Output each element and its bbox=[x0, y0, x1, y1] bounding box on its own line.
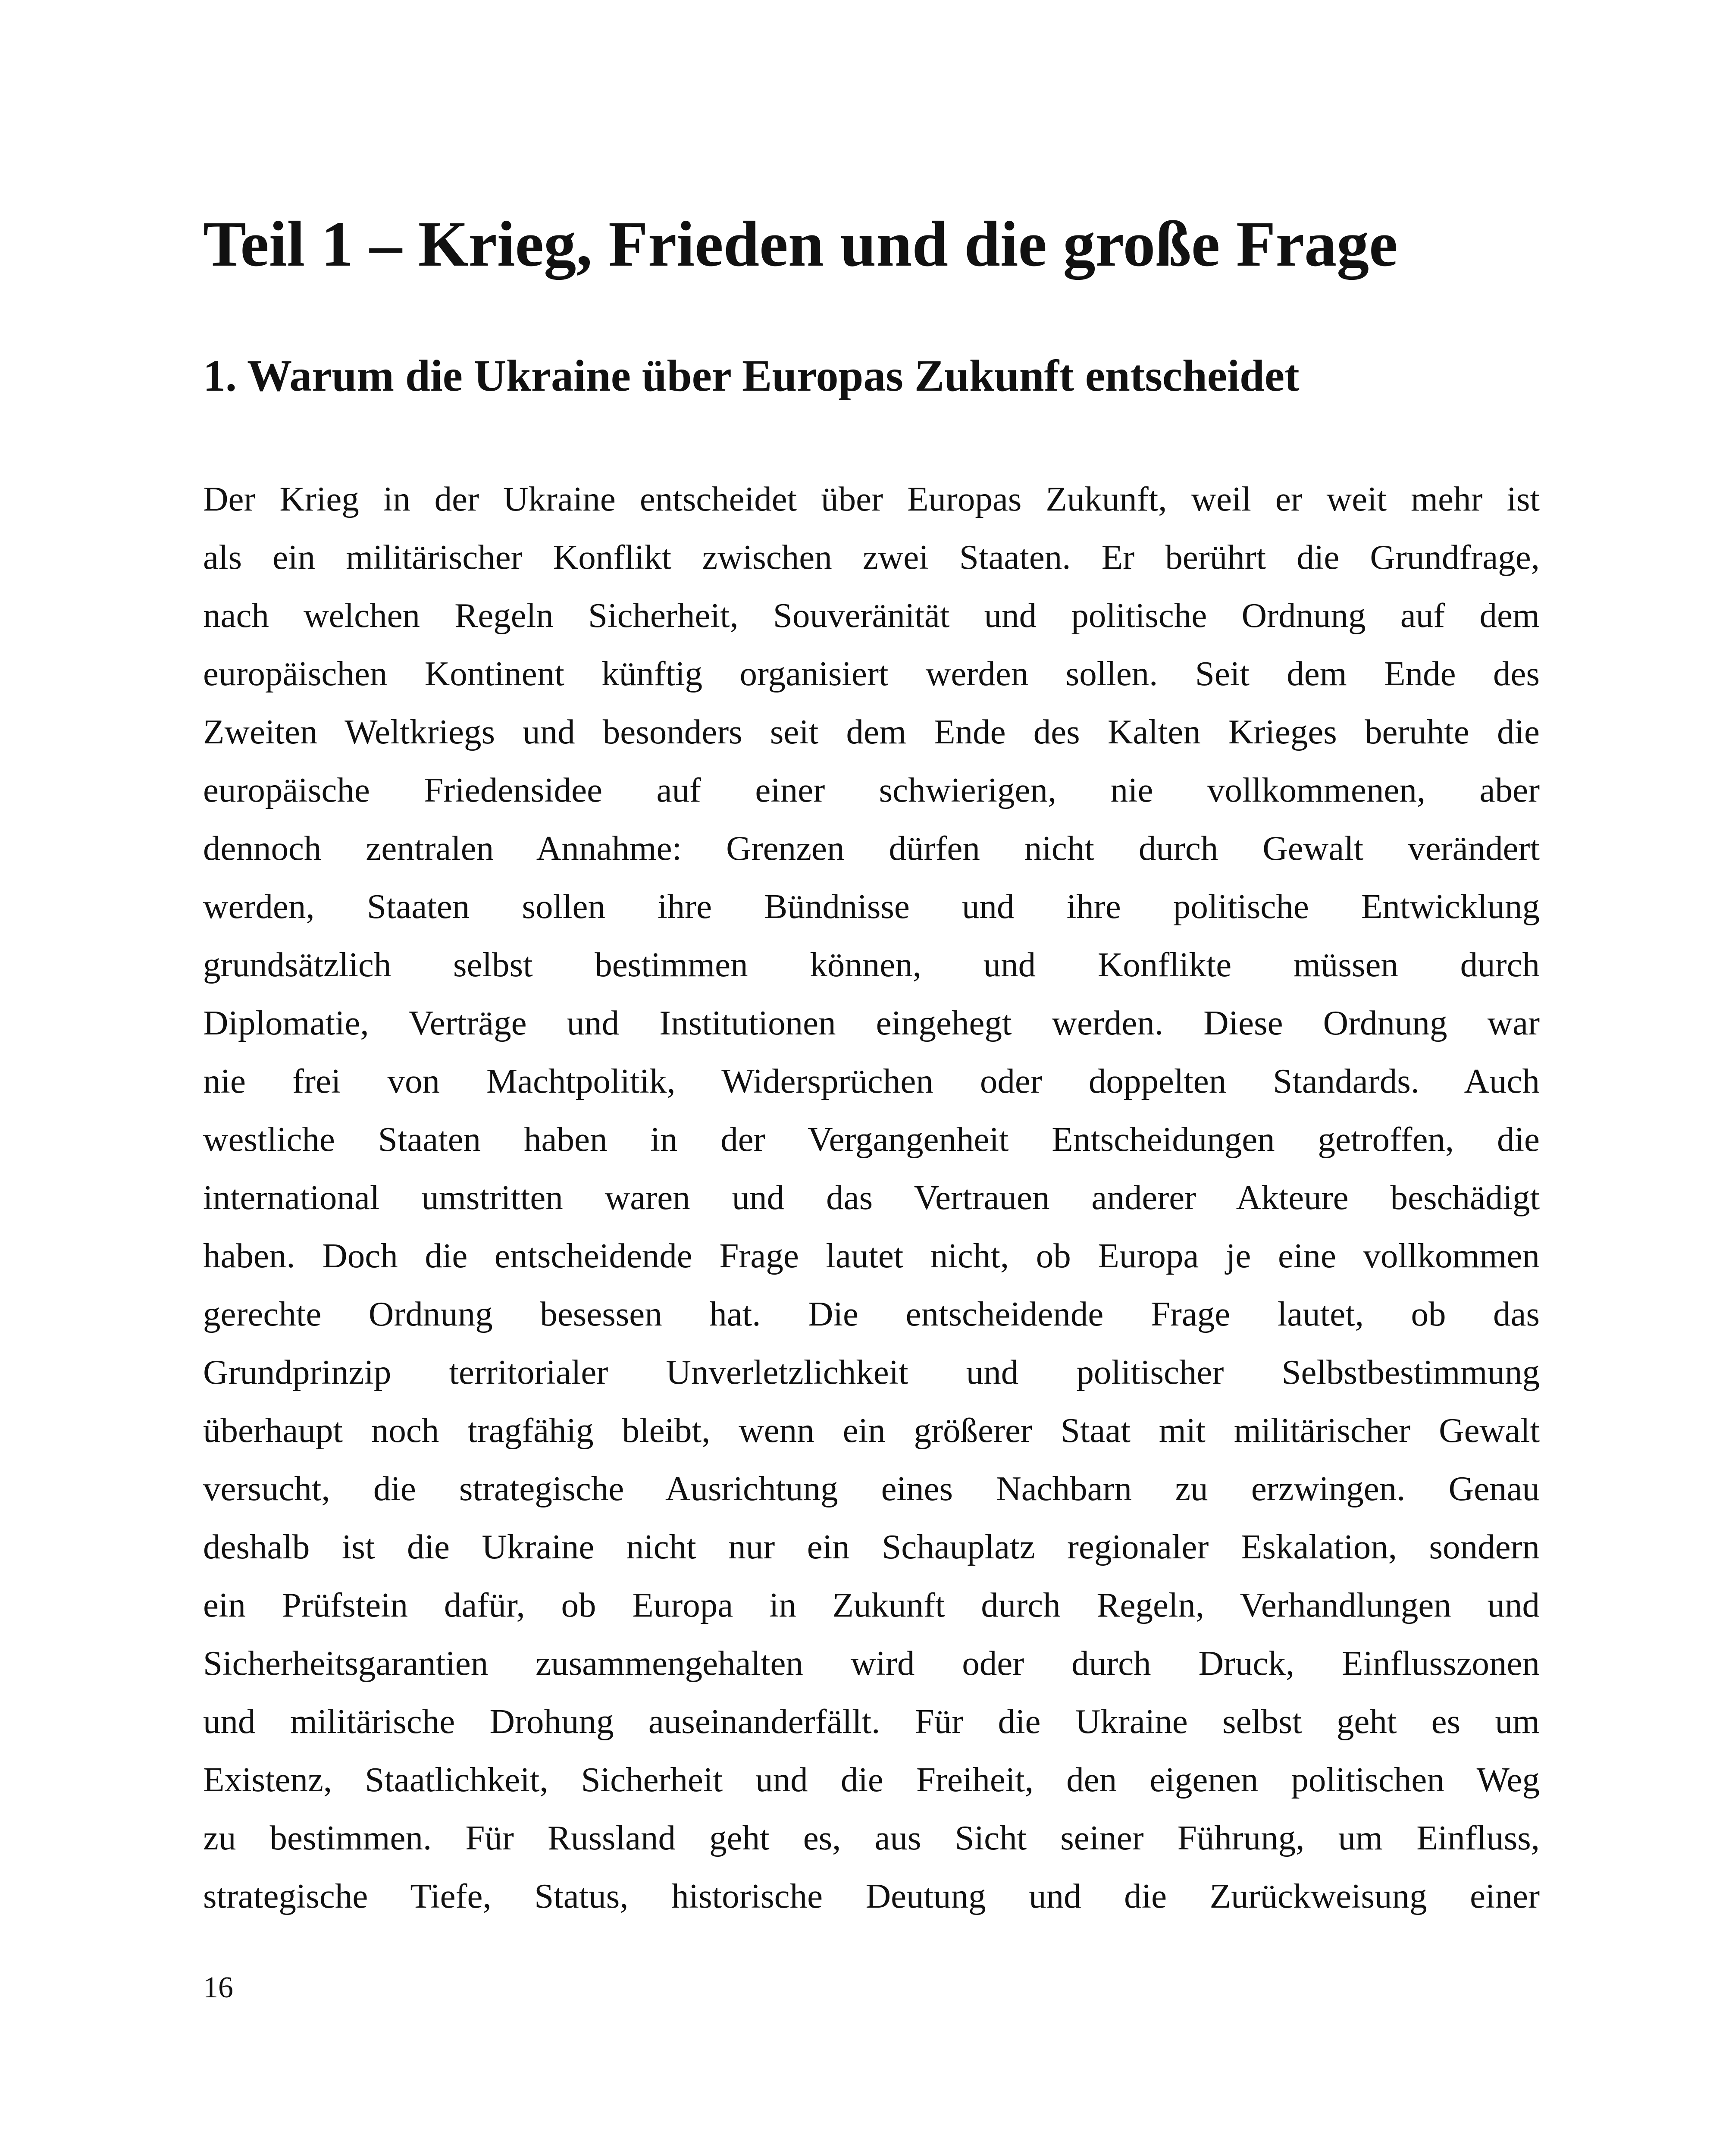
page-number: 16 bbox=[203, 1971, 233, 2004]
text-line: strategische Tiefe, Status, historische Deutung und die Zurückweisung einer bbox=[203, 1877, 1540, 1915]
text-line: versucht, die strategische Ausrichtung eines Nachbarn zu erzwingen. Genau bbox=[203, 1469, 1540, 1508]
text-line: überhaupt noch tragfähig bleibt, wenn ein größerer Staat mit militärischer Gewalt bbox=[203, 1411, 1540, 1450]
text-line: europäische Friedensidee auf einer schwierigen, nie vollkommenen, aber bbox=[203, 771, 1540, 809]
part-title: Teil 1 – Krieg, Frieden und die große Frage bbox=[203, 208, 1398, 280]
text-line: deshalb ist die Ukraine nicht nur ein Schauplatz regionaler Eskalation, sondern bbox=[203, 1527, 1540, 1566]
text-line: grundsätzlich selbst bestimmen können, und Konflikte müssen durch bbox=[203, 945, 1540, 984]
text-line: Diplomatie, Verträge und Institutionen eingehegt werden. Diese Ordnung war bbox=[203, 1003, 1540, 1042]
text-line: als ein militärischer Konflikt zwischen zwei Staaten. Er berührt die Grundfrage, bbox=[203, 538, 1540, 577]
text-line: ein Prüfstein dafür, ob Europa in Zukunft durch Regeln, Verhandlungen und bbox=[203, 1586, 1540, 1624]
body-paragraph bbox=[203, 470, 1540, 1925]
text-line: zu bestimmen. Für Russland geht es, aus Sicht seiner Führung, um Einfluss, bbox=[203, 1818, 1540, 1857]
text-line: Zweiten Weltkriegs und besonders seit dem Ende des Kalten Krieges beruhte die bbox=[203, 712, 1540, 751]
text-line: Sicherheitsgarantien zusammengehalten wird oder durch Druck, Einflusszonen bbox=[203, 1644, 1540, 1683]
text-line: westliche Staaten haben in der Vergangenheit Entscheidungen getroffen, die bbox=[203, 1120, 1540, 1159]
text-line: werden, Staaten sollen ihre Bündnisse und ihre politische Entwicklung bbox=[203, 887, 1540, 926]
text-line: Der Krieg in der Ukraine entscheidet über Europas Zukunft, weil er weit mehr ist bbox=[203, 479, 1540, 518]
text-line: dennoch zentralen Annahme: Grenzen dürfen nicht durch Gewalt verändert bbox=[203, 829, 1540, 868]
text-line: haben. Doch die entscheidende Frage lautet nicht, ob Europa je eine vollkommen bbox=[203, 1236, 1540, 1275]
text-line: nach welchen Regeln Sicherheit, Souveränität und politische Ordnung auf dem bbox=[203, 596, 1540, 635]
text-line: europäischen Kontinent künftig organisiert werden sollen. Seit dem Ende des bbox=[203, 654, 1540, 693]
chapter-title: 1. Warum die Ukraine über Europas Zukunft entscheidet bbox=[203, 351, 1300, 401]
text-line: und militärische Drohung auseinanderfällt. Für die Ukraine selbst geht es um bbox=[203, 1702, 1540, 1741]
text-line: Existenz, Staatlichkeit, Sicherheit und die Freiheit, den eigenen politischen Weg bbox=[203, 1760, 1540, 1799]
text-line: international umstritten waren und das Vertrauen anderer Akteure beschädigt bbox=[203, 1178, 1540, 1217]
text-line: nie frei von Machtpolitik, Widersprüchen oder doppelten Standards. Auch bbox=[203, 1062, 1540, 1100]
text-line: gerechte Ordnung besessen hat. Die entscheidende Frage lautet, ob das bbox=[203, 1294, 1540, 1333]
text-line: Grundprinzip territorialer Unverletzlichkeit und politischer Selbstbestimmung bbox=[203, 1353, 1540, 1391]
